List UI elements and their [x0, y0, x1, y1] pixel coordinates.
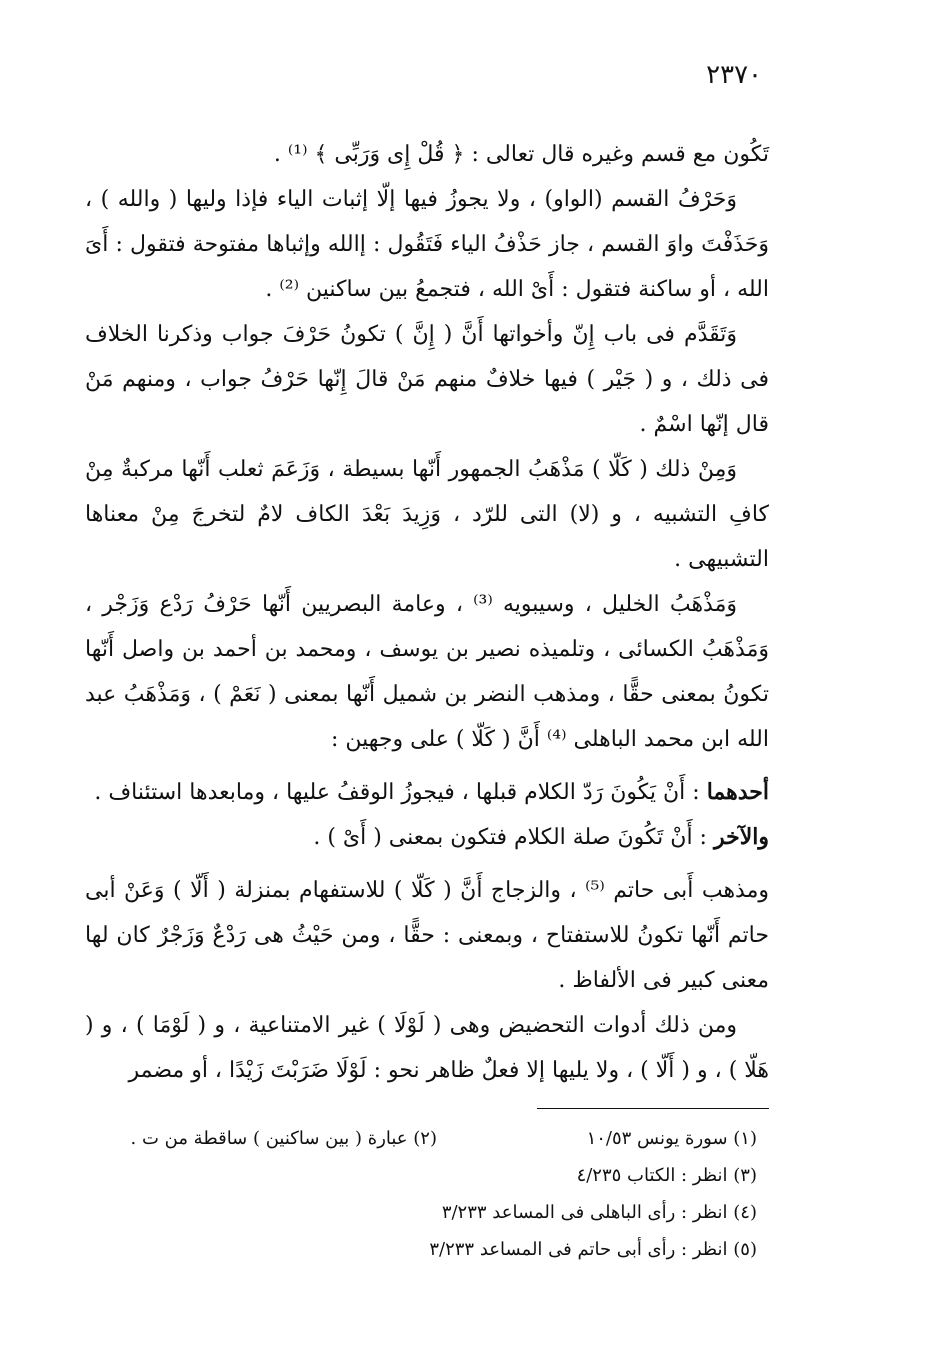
footnote-row [85, 1120, 757, 1157]
footnote-5: (٥) انظر : رأى أبى حاتم فى المساعد ٣/٢٣٣ [429, 1239, 757, 1260]
page-number: ٢٣٧٠ [706, 60, 762, 90]
paragraph-1: تَكُون مع قسم وغيره قال تعالى : ﴿ قُلْ إِى وَرَبِّى ﴾ ⁽¹⁾ . [273, 142, 769, 167]
definition-second [85, 815, 769, 860]
definition-first-term: أحدهما [706, 779, 769, 805]
footnote-4: (٤) انظر : رأى الباهلى فى المساعد ٣/٢٣٣ [441, 1202, 757, 1223]
paragraph-3: وَتَقَدَّم فى باب إِنّ وأخواتها أَنَّ ( إِنَّ ) تكونُ حَرْفَ جواب وذكرنا الخلاف فى ذلك ، و ( جَيْر ) فيها خلافٌ منهم مَنْ قالَ إِنّها حَرْفُ جواب ، ومنهم مَنْ قال إنّها اسْمٌ . [85, 322, 769, 437]
paragraph-2: وَحَرْفُ القسم (الواو) ، ولا يجوزُ فيها إلّا إثبات الياء فإذا وليها ( والله ) ، وَحَذَفْتَ واوَ القسم ، جاز حَذْفُ الياء فَتَقُول : إالله وإثباها مفتوحة فتقول : أَىَ الله ، أو ساكنة فتقول : أَىْ الله ، فتجمعُ بين ساكنين ⁽²⁾ . [85, 187, 769, 302]
footnote-row [85, 1194, 757, 1231]
paragraph-7: ومن ذلك أدوات التحضيض وهى ( لَوْلَا ) غير الامتناعية ، و ( لَوْمَا ) ، و ( هَلّا ) ، و ( أَلّا ) ، ولا يليها إلا فعلٌ ظاهر نحو : لَوْلَا ضَرَبْتَ زَيْدًا ، أو مضمر [85, 1013, 769, 1083]
definition-first-text: : أَنْ يَكُونَ رَدّ الكلام قبلها ، فيجوزُ الوقفُ عليها ، ومابعدها استئناف . [94, 780, 707, 805]
paragraph-4: وَمِنْ ذلك ( كَلّا ) مَذْهَبُ الجمهور أَنّها بسيطة ، وَزَعَمَ ثعلب أَنّها مركبةٌ مِنْ كافِ التشبيه ، و (لا) التى للرّد ، وَزِيدَ بَعْدَ الكاف لامٌ لتخرجَ مِنْ معناها التشبيهى . [85, 457, 769, 572]
footnotes [85, 1120, 757, 1268]
footnote-row [85, 1157, 757, 1194]
footnote-separator [537, 1108, 769, 1109]
definition-first [85, 770, 769, 815]
main-text [85, 132, 769, 1093]
footnote-row [85, 1231, 757, 1268]
footnote-2: (٢) عبارة ( بين ساكنين ) ساقطة من ت . [130, 1128, 437, 1149]
footnote-1: (١) سورة يونس ١٠/٥٣ [586, 1128, 757, 1149]
paragraph-6: ومذهب أَبى حاتم ⁽⁵⁾ ، والزجاج أَنَّ ( كَلّا ) للاستفهام بمنزلة ( أَلّا ) وَعَنْ أبى حاتم أَنّها تكونُ للاستفتاح ، وبمعنى : حقًّا ، ومن حَيْثُ هى رَدْعٌ وَزَجْرٌ كان لها معنى كبير فى الألفاظ . [85, 878, 769, 993]
footnote-3: (٣) انظر : الكتاب ٤/٢٣٥ [576, 1165, 757, 1186]
definition-second-text: : أَنْ تَكُونَ صلة الكلام فتكون بمعنى ( أَىْ ) . [313, 825, 714, 850]
paragraph-5: وَمَذْهَبُ الخليل ، وسيبويه ⁽³⁾ ، وعامة البصريين أَنّها حَرْفُ رَدْع وَزَجْر ، وَمَذْهَبُ الكسائى ، وتلميذه نصير بن يوسف ، ومحمد بن أحمد بن واصل أَنّها تكونُ بمعنى حقًّا ، ومذهب النضر بن شميل أَنّها بمعنى ( نَعَمْ ) ، وَمَذْهَبُ عبد الله ابن محمد الباهلى ⁽⁴⁾ أَنَّ ( كَلّا ) على وجهين : [85, 592, 769, 752]
definition-second-term: والآخر [713, 824, 769, 850]
